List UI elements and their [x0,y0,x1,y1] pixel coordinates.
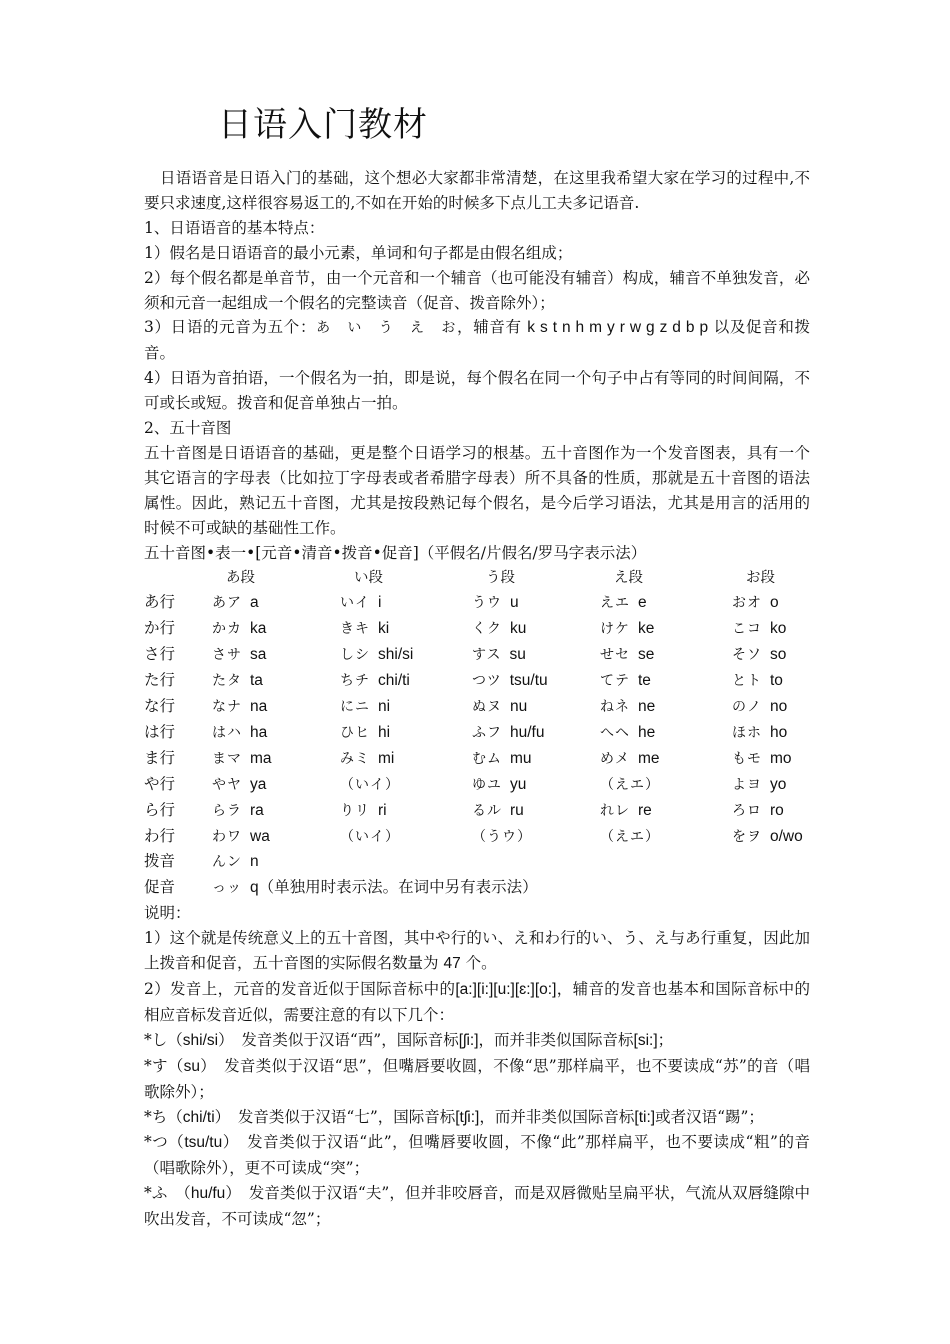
notes-heading: 说明： [144,904,191,923]
romaji: te [638,672,651,690]
romaji: o [770,594,779,612]
header-corner [144,566,212,591]
vowel-ipa: [a:][i:][u:][ɛ:][o:] [455,981,557,998]
romaji: tsu/tu [509,672,548,690]
point3-middle: ，辅音有 [457,318,522,337]
section1-heading: 1、日语语音的基本特点： [144,218,325,237]
kana-cell [732,642,810,668]
kana-cell [340,772,472,798]
row-label: ま行 [144,748,176,767]
kana-cell [472,720,600,746]
row-label: ら行 [144,800,176,819]
kana-cell [472,798,600,824]
note-shi [144,1028,810,1054]
column-header: お段 [746,569,775,586]
kana-pair: やヤ [212,776,242,793]
kana-cell [600,824,732,850]
kana-cell [212,590,340,616]
section1-point1: 1）假名是日语语音的最小元素，单词和句子都是由假名组成； [144,243,573,262]
kana-pair: くク [472,621,502,638]
table-row [144,798,810,824]
romaji: n [250,853,259,871]
kana-pair: そソ [732,647,762,664]
romaji: wa [250,827,270,845]
shi-ipa: [ʃi:] [458,1031,479,1049]
romaji: re [638,801,652,819]
chi-text: ） 发音类似于汉语“七”，国际音标 [214,1107,456,1126]
note1-suffix: 个。 [465,954,497,973]
kana-cell [212,849,810,875]
kana-pair: んン [212,854,242,871]
si-ipa: [si:] [633,1031,658,1049]
ti-ipa: [ti:] [634,1108,656,1126]
romaji: se [638,646,655,664]
kana-pair: のノ [732,699,762,716]
section1-point4: 4）日语为音拍语，一个假名为一拍，即是说，每个假名在同一个句子中占有等同的时间间隔，不可或长或短。拨音和促音单独占一拍。 [144,369,810,413]
page-title: 日语入门教材 [218,105,428,145]
romaji: hu/fu [510,723,545,741]
kana-cell [600,616,732,642]
romaji: ki [378,620,390,638]
kana-pair: とト [732,673,762,690]
romaji: shi/si [378,646,414,664]
kana-cell [212,875,810,901]
chi-prefix: *ち（ [144,1107,183,1126]
row-label: か行 [144,619,176,638]
kana-cell [212,772,340,798]
kana-cell [472,590,600,616]
kana-pair: うウ [472,595,502,612]
note2-suffix: ，辅音的发音也基本和国际音标中的相应音标发音近似，需要注意的有以下几个： [144,980,810,1024]
romaji: he [638,723,656,741]
kana-count: 47 [443,955,461,973]
romaji: chi/ti [378,672,410,690]
kana-pair: いイ [340,595,370,612]
column-header: え段 [614,569,643,586]
romaji: ra [250,801,264,819]
kana-pair: えエ [600,595,630,612]
row-label: 拨音 [144,852,176,871]
romaji: ko [770,620,787,638]
romaji: i [378,594,382,612]
table-row [144,668,810,694]
kana-pair: っッ [212,880,242,897]
note-su [144,1054,810,1105]
table-row [144,616,810,642]
kana-pair: けケ [600,621,630,638]
table-header-row [144,566,810,591]
kana-cell [212,642,340,668]
kana-pair: こコ [732,621,762,638]
romaji: nu [510,698,528,716]
romaji: mi [378,749,395,767]
kana-pair: さサ [212,647,242,664]
kana-pair: ほホ [732,724,762,741]
row-label: あ行 [144,593,176,612]
table-row [144,746,810,772]
section2-heading: 2、五十音图 [144,419,232,438]
vowels-list: あ い う え お [316,320,458,337]
kana-cell [732,694,810,720]
table-row [144,824,810,850]
romaji: mu [510,749,532,767]
tsu-text: ） 发音类似于汉语“此”，但嘴唇要收圆，不像“此”那样扁平，也不要读成“粗”的音（唱歌除外），更不可读成“突”； [144,1133,810,1178]
row-label: や行 [144,774,176,793]
kana-pair: かカ [212,621,242,638]
table-caption: 五十音图•表一•[元音•清音•拨音•促音]（平假名/片假名/罗马字表示法） [144,543,647,562]
su-text: ） 发音类似于汉语“思”，但嘴唇要收圆，不像“思”那样扁平，也不要读成“苏”的音（唱歌除外）； [144,1056,810,1101]
romaji: su [509,646,526,664]
kana-cell [732,746,810,772]
kana-pair: ちチ [340,673,370,690]
kana-pair: つツ [472,673,502,690]
kana-cell [600,590,732,616]
kana-cell [732,720,810,746]
kana-pair: りリ [340,802,370,819]
kana-pair: ぬヌ [472,699,502,716]
kana-cell [472,824,600,850]
kana-pair: しシ [340,647,370,664]
kana-cell [340,720,472,746]
kana-pair: みミ [340,750,370,767]
kana-cell [340,642,472,668]
kana-pair: てテ [600,673,630,690]
romaji: hi [378,723,391,741]
kana-cell [600,668,732,694]
table-row [144,720,810,746]
kana-cell [472,772,600,798]
document-body [144,166,810,1232]
romaji: ro [770,801,784,819]
kana-pair: れレ [600,802,630,819]
intro-paragraph: 日语语音是日语入门的基础，这个想必大家都非常清楚，在这里我希望大家在学习的过程中,不要只求速度,这样很容易返工的,不如在开始的时候多下点儿工夫多记语音. [144,169,810,212]
kana-cell [340,694,472,720]
kana-cell [732,772,810,798]
note-1 [144,926,810,977]
shi-text2: ，而并非类似国际音标 [478,1030,634,1049]
point3-prefix: 3）日语的元音为五个： [144,318,317,337]
kana-pair: もモ [732,750,762,767]
column-header: あ段 [226,569,255,586]
kana-cell [732,798,810,824]
romaji: ma [250,749,272,767]
kana-pair: （いイ） [340,776,400,793]
kana-pair: をヲ [732,828,762,845]
kana-pair: おオ [732,595,762,612]
row-label: さ行 [144,645,176,664]
kana-cell [732,668,810,694]
note2-text: 2）发音上，元音的发音近似于国际音标中的 [144,980,456,998]
kana-cell [212,824,340,850]
kana-cell [472,746,600,772]
romaji: ni [378,698,391,716]
consonants-list: k s t n h m y r w g z d b p [527,319,709,337]
kana-cell [472,668,600,694]
kana-pair: （うウ） [472,828,532,845]
point3-suffix: 以及促音和拨音。 [144,318,810,363]
romaji: ku [510,620,527,638]
kana-pair: るル [472,802,502,819]
kana-pair: よヨ [732,776,762,793]
section1-point3 [144,315,810,366]
romaji: u [510,594,519,612]
su-romaji: su [183,1057,200,1075]
kana-cell [472,642,600,668]
shi-text: ） 发音类似于汉语“西”，国际音标 [218,1030,459,1049]
kana-cell [212,668,340,694]
kana-cell [212,694,340,720]
kana-pair: わワ [212,828,242,845]
kana-cell [600,720,732,746]
row-note: （单独用时表示法。在词中另有表示法） [258,878,538,897]
kana-cell [600,772,732,798]
kana-pair: ふフ [472,724,502,741]
row-label: わ行 [144,826,176,845]
kana-pair: にニ [340,699,370,716]
column-header: い段 [354,569,383,586]
tsu-romaji: tsu/tu [184,1134,223,1152]
fu-prefix: *ふ （ [144,1184,191,1203]
romaji: to [770,672,783,690]
note1-text: 1）这个就是传统意义上的五十音图，其中や行的い、え和わ行的い、う、え与あ行重复，因此加上拨音和促音，五十音图的实际假名数量为 [144,929,810,973]
romaji: me [638,749,660,767]
kana-pair: ろロ [732,802,762,819]
kana-cell [600,746,732,772]
romaji: q [250,879,259,897]
fu-text: ） 发音类似于汉语“夫”，但并非咬唇音，而是双唇微贴呈扁平状，气流从双唇缝隙中吹出发音，不可读成“忽”； [144,1184,810,1229]
romaji: na [250,698,268,716]
kana-pair: ねネ [600,699,630,716]
shi-suffix: ； [657,1030,674,1049]
gojuon-table [144,566,810,902]
kana-cell [212,616,340,642]
romaji: so [770,646,787,664]
kana-cell [600,642,732,668]
su-prefix: *す（ [144,1056,184,1075]
romaji: ru [510,801,524,819]
kana-cell [340,746,472,772]
kana-cell [472,616,600,642]
kana-cell [212,746,340,772]
romaji: ne [638,698,656,716]
kana-cell [732,590,810,616]
shi-romaji: shi/si [182,1031,219,1049]
kana-pair: ひヒ [340,724,370,741]
romaji: ya [250,775,267,793]
romaji: ri [378,801,387,819]
kana-cell [340,798,472,824]
kana-pair: めメ [600,750,630,767]
note-2 [144,977,810,1028]
section2-paragraph: 五十音图是日语语音的基础，更是整个日语学习的根基。五十音图作为一个发音图表，具有一个其它语言的字母表（比如拉丁字母表或者希腊字母表）所不具备的性质，那就是五十音图的语法属性。因此，熟记五十音图，尤其是按段熟记每个假名，是今后学习语法，尤其是用言的活用的时候不可或缺的基础性工作。 [144,443,810,537]
kana-pair: （えエ） [600,776,660,793]
romaji: mo [770,749,792,767]
kana-cell [732,824,810,850]
note-chi [144,1105,810,1131]
kana-pair: せセ [600,647,630,664]
table-row [144,642,810,668]
romaji: ke [638,620,655,638]
romaji: o/wo [770,827,803,845]
kana-cell [340,668,472,694]
romaji: no [770,698,788,716]
chi-suffix: 或者汉语“踢”； [655,1107,764,1126]
romaji: ho [770,723,788,741]
note-tsu [144,1130,810,1181]
kana-cell [732,616,810,642]
kana-pair: ゆユ [472,776,502,793]
romaji: yo [770,775,787,793]
kana-pair: はハ [212,724,242,741]
row-label: 促音 [144,878,176,897]
romaji: yu [510,775,527,793]
kana-pair: なナ [212,699,242,716]
kana-pair: たタ [212,673,242,690]
kana-pair: きキ [340,621,370,638]
romaji: a [250,594,259,612]
shi-prefix: *し（ [144,1030,183,1049]
kana-cell [600,694,732,720]
kana-cell [340,616,472,642]
kana-cell [340,590,472,616]
row-label: な行 [144,697,176,716]
chi-ipa: [tʃi:] [455,1108,480,1126]
romaji: e [638,594,647,612]
kana-pair: まマ [212,750,242,767]
kana-pair: （えエ） [600,828,660,845]
tsu-prefix: *つ（ [144,1133,185,1152]
kana-cell [212,798,340,824]
table-row-extra [144,875,810,901]
row-label: は行 [144,722,176,741]
table-row [144,590,810,616]
column-header: う段 [486,569,515,586]
table-row [144,772,810,798]
table-row-extra [144,849,810,875]
kana-cell [212,720,340,746]
romaji: ka [250,620,267,638]
kana-cell [600,798,732,824]
section1-point2: 2）每个假名都是单音节，由一个元音和一个辅音（也可能没有辅音）构成，辅音不单独发音，必须和元音一起组成一个假名的完整读音（促音、拨音除外）； [144,268,810,312]
fu-romaji: hu/fu [190,1185,226,1203]
kana-pair: へヘ [600,724,630,741]
note-fu [144,1181,810,1232]
romaji: ta [250,672,263,690]
kana-pair: らラ [212,802,242,819]
kana-pair: むム [472,750,502,767]
table-row [144,694,810,720]
kana-pair: すス [472,647,502,664]
kana-cell [340,824,472,850]
kana-pair: あア [212,595,242,612]
chi-romaji: chi/ti [182,1108,215,1126]
kana-pair: （いイ） [340,828,400,845]
kana-cell [472,694,600,720]
chi-text2: ，而并非类似国际音标 [479,1107,635,1126]
romaji: sa [250,646,267,664]
row-label: た行 [144,671,176,690]
romaji: ha [250,723,268,741]
